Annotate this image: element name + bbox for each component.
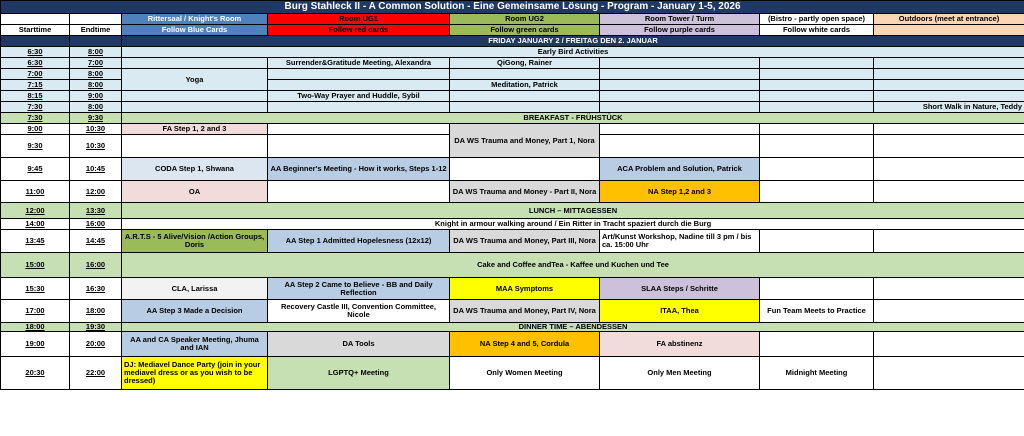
end-time: 20:00 bbox=[70, 332, 122, 357]
session-banner: Knight in armour walking around / Ein Ritter in Tracht spaziert durch die Burg bbox=[122, 219, 1024, 230]
room-name-tower: Room Tower / Turm bbox=[600, 14, 760, 25]
end-time: 7:00 bbox=[70, 58, 122, 69]
start-time: 9:45 bbox=[1, 158, 70, 181]
end-time: 18:00 bbox=[70, 300, 122, 323]
session-cell: NA Step 1,2 and 3 bbox=[600, 181, 760, 203]
session-cell: Surrender&Gratitude Meeting, Alexandra bbox=[268, 58, 450, 69]
session-cell: Meditation, Patrick bbox=[450, 80, 600, 91]
end-time: 22:00 bbox=[70, 357, 122, 390]
endtime-header: Endtime bbox=[70, 25, 122, 36]
session-cell bbox=[760, 69, 874, 80]
schedule-row bbox=[1, 91, 1024, 102]
session-cell bbox=[874, 80, 1024, 91]
session-cell: ITAA, Thea bbox=[600, 300, 760, 323]
room-name-row bbox=[1, 14, 1024, 25]
session-cell bbox=[760, 230, 874, 253]
session-cell: ACA Problem and Solution, Patrick bbox=[600, 158, 760, 181]
end-time: 10:30 bbox=[70, 124, 122, 135]
session-cell: QiGong, Rainer bbox=[450, 58, 600, 69]
session-cell: Two-Way Prayer and Huddle, Sybil bbox=[268, 91, 450, 102]
session-cell: DA WS Trauma and Money - Part II, Nora bbox=[450, 181, 600, 203]
session-cell: CLA, Larissa bbox=[122, 278, 268, 300]
session-cell bbox=[760, 158, 874, 181]
end-time: 16:30 bbox=[70, 278, 122, 300]
end-time: 9:30 bbox=[70, 113, 122, 124]
start-time: 17:00 bbox=[1, 300, 70, 323]
session-cell: Yoga bbox=[122, 69, 268, 91]
room-name-bistro: (Bistro - partly open space) bbox=[760, 14, 874, 25]
session-banner: DINNER TIME – ABENDESSEN bbox=[122, 323, 1024, 332]
session-cell bbox=[874, 278, 1024, 300]
session-cell: LGPTQ+ Meeting bbox=[268, 357, 450, 390]
session-cell bbox=[122, 135, 268, 158]
start-time: 13:45 bbox=[1, 230, 70, 253]
session-cell bbox=[874, 357, 1024, 390]
schedule-row bbox=[1, 124, 1024, 135]
day-header: FRIDAY JANUARY 2 / FREITAG DEN 2. JANUAR bbox=[122, 36, 1024, 47]
start-time: 11:00 bbox=[1, 181, 70, 203]
schedule-row bbox=[1, 332, 1024, 357]
session-cell: Midnight Meeting bbox=[760, 357, 874, 390]
session-cell: DA Tools bbox=[268, 332, 450, 357]
session-cell bbox=[600, 69, 760, 80]
schedule-row bbox=[1, 323, 1024, 332]
session-cell bbox=[760, 124, 874, 135]
starttime-header: Starttime bbox=[1, 25, 70, 36]
start-time: 7:15 bbox=[1, 80, 70, 91]
room-name-rittersaal: Rittersaal / Knight's Room bbox=[122, 14, 268, 25]
schedule-row bbox=[1, 219, 1024, 230]
session-cell: OA bbox=[122, 181, 268, 203]
end-time: 16:00 bbox=[70, 253, 122, 278]
session-cell: CODA Step 1, Shwana bbox=[122, 158, 268, 181]
session-cell bbox=[874, 181, 1024, 203]
start-time: 7:30 bbox=[1, 102, 70, 113]
start-time: 15:30 bbox=[1, 278, 70, 300]
session-cell bbox=[874, 135, 1024, 158]
session-cell bbox=[874, 230, 1024, 253]
session-cell: Short Walk in Nature, Teddy bbox=[874, 102, 1024, 113]
schedule-row bbox=[1, 69, 1024, 80]
session-cell bbox=[760, 102, 874, 113]
start-time: 8:15 bbox=[1, 91, 70, 102]
session-cell bbox=[600, 58, 760, 69]
session-cell bbox=[600, 135, 760, 158]
session-cell bbox=[760, 58, 874, 69]
session-cell: A.R.T.S - 5 Alive/Vision /Action Groups, Doris bbox=[122, 230, 268, 253]
session-cell bbox=[760, 332, 874, 357]
start-time: 9:30 bbox=[1, 135, 70, 158]
start-time: 15:00 bbox=[1, 253, 70, 278]
end-time: 16:00 bbox=[70, 219, 122, 230]
end-time: 8:00 bbox=[70, 80, 122, 91]
session-cell bbox=[874, 300, 1024, 323]
session-cell bbox=[268, 181, 450, 203]
end-time: 13:30 bbox=[70, 203, 122, 219]
session-cell bbox=[874, 58, 1024, 69]
schedule-row bbox=[1, 113, 1024, 124]
schedule-row bbox=[1, 253, 1024, 278]
session-cell bbox=[760, 135, 874, 158]
card-label-green: Follow green cards bbox=[450, 25, 600, 36]
card-row bbox=[1, 25, 1024, 36]
page-title: Burg Stahleck II - A Common Solution - Eine Gemeinsame Lösung - Program - January 1-5, 2026 bbox=[1, 1, 1024, 14]
start-time: 7:30 bbox=[1, 113, 70, 124]
session-cell bbox=[874, 124, 1024, 135]
session-cell: AA and CA Speaker Meeting, Jhuma and IAN bbox=[122, 332, 268, 357]
schedule-row bbox=[1, 357, 1024, 390]
session-cell bbox=[600, 91, 760, 102]
session-cell bbox=[760, 80, 874, 91]
session-cell: DJ: Mediavel Dance Party (join in your mediavel dress or as you wish to be dressed) bbox=[122, 357, 268, 390]
session-cell bbox=[760, 278, 874, 300]
room-name-outdoors: Outdoors (meet at entrance) bbox=[874, 14, 1024, 25]
session-cell: AA Beginner's Meeting - How it works, Steps 1-12 bbox=[268, 158, 450, 181]
room-name-ug2: Room UG2 bbox=[450, 14, 600, 25]
start-time: 6:30 bbox=[1, 58, 70, 69]
session-cell: DA WS Trauma and Money, Part IV, Nora bbox=[450, 300, 600, 323]
schedule-row bbox=[1, 230, 1024, 253]
session-cell bbox=[122, 91, 268, 102]
session-cell bbox=[874, 332, 1024, 357]
end-time: 8:00 bbox=[70, 47, 122, 58]
schedule-row bbox=[1, 158, 1024, 181]
card-label-blue: Follow Blue Cards bbox=[122, 25, 268, 36]
schedule-row bbox=[1, 278, 1024, 300]
session-cell bbox=[122, 102, 268, 113]
schedule-row bbox=[1, 203, 1024, 219]
session-banner: Cake and Coffee andTea - Kaffee und Kuchen und Tee bbox=[122, 253, 1024, 278]
start-time: 6:30 bbox=[1, 47, 70, 58]
session-cell bbox=[450, 158, 600, 181]
session-cell bbox=[600, 102, 760, 113]
end-time: 10:30 bbox=[70, 135, 122, 158]
start-time: 12:00 bbox=[1, 203, 70, 219]
session-cell bbox=[600, 80, 760, 91]
session-cell: AA Step 2 Came to Believe - BB and Daily Reflection bbox=[268, 278, 450, 300]
end-time: 10:45 bbox=[70, 158, 122, 181]
start-time: 20:30 bbox=[1, 357, 70, 390]
card-label-outdoors bbox=[874, 25, 1024, 36]
session-cell bbox=[874, 158, 1024, 181]
session-cell bbox=[268, 124, 450, 135]
session-cell: DA WS Trauma and Money, Part 1, Nora bbox=[450, 124, 600, 158]
session-cell: FA abstinenz bbox=[600, 332, 760, 357]
end-time: 8:00 bbox=[70, 69, 122, 80]
session-cell: FA Step 1, 2 and 3 bbox=[122, 124, 268, 135]
session-banner: Early Bird Activities bbox=[122, 47, 1024, 58]
end-time: 12:00 bbox=[70, 181, 122, 203]
session-cell bbox=[450, 69, 600, 80]
session-cell: MAA Symptoms bbox=[450, 278, 600, 300]
end-time: 19:30 bbox=[70, 323, 122, 332]
day-header-row bbox=[1, 36, 1024, 47]
room-name-ug1: Room UG1 bbox=[268, 14, 450, 25]
session-cell bbox=[874, 69, 1024, 80]
start-time: 7:00 bbox=[1, 69, 70, 80]
title-row bbox=[1, 1, 1024, 14]
session-cell: SLAA Steps / Schritte bbox=[600, 278, 760, 300]
session-banner: LUNCH – MITTAGESSEN bbox=[122, 203, 1024, 219]
session-cell bbox=[268, 69, 450, 80]
session-banner: BREAKFAST - FRÜHSTÜCK bbox=[122, 113, 1024, 124]
start-time: 19:00 bbox=[1, 332, 70, 357]
session-cell bbox=[268, 80, 450, 91]
end-time: 14:45 bbox=[70, 230, 122, 253]
start-time: 14:00 bbox=[1, 219, 70, 230]
session-cell bbox=[874, 91, 1024, 102]
session-cell bbox=[600, 124, 760, 135]
session-cell: Art/Kunst Workshop, Nadine till 3 pm / bis ca. 15:00 Uhr bbox=[600, 230, 760, 253]
session-cell: NA Step 4 and 5, Cordula bbox=[450, 332, 600, 357]
card-label-purple: Follow purple cards bbox=[600, 25, 760, 36]
session-cell: AA Step 3 Made a Decision bbox=[122, 300, 268, 323]
start-time: 18:00 bbox=[1, 323, 70, 332]
session-cell bbox=[268, 102, 450, 113]
session-cell: Only Men Meeting bbox=[600, 357, 760, 390]
card-label-red: Follow red cards bbox=[268, 25, 450, 36]
session-cell: Recovery Castle III, Convention Committee, Nicole bbox=[268, 300, 450, 323]
end-time: 9:00 bbox=[70, 91, 122, 102]
session-cell: AA Step 1 Admitted Hopelesness (12x12) bbox=[268, 230, 450, 253]
session-cell bbox=[268, 135, 450, 158]
schedule-row bbox=[1, 300, 1024, 323]
schedule-row bbox=[1, 47, 1024, 58]
card-label-white: Follow white cards bbox=[760, 25, 874, 36]
session-cell bbox=[760, 91, 874, 102]
session-cell bbox=[450, 91, 600, 102]
session-cell bbox=[122, 58, 268, 69]
start-time: 9:00 bbox=[1, 124, 70, 135]
session-cell bbox=[760, 181, 874, 203]
session-cell: Only Women Meeting bbox=[450, 357, 600, 390]
schedule-row bbox=[1, 102, 1024, 113]
session-cell: Fun Team Meets to Practice bbox=[760, 300, 874, 323]
session-cell bbox=[450, 102, 600, 113]
schedule-row bbox=[1, 181, 1024, 203]
end-time: 8:00 bbox=[70, 102, 122, 113]
schedule-row bbox=[1, 58, 1024, 69]
session-cell: DA WS Trauma and Money, Part III, Nora bbox=[450, 230, 600, 253]
